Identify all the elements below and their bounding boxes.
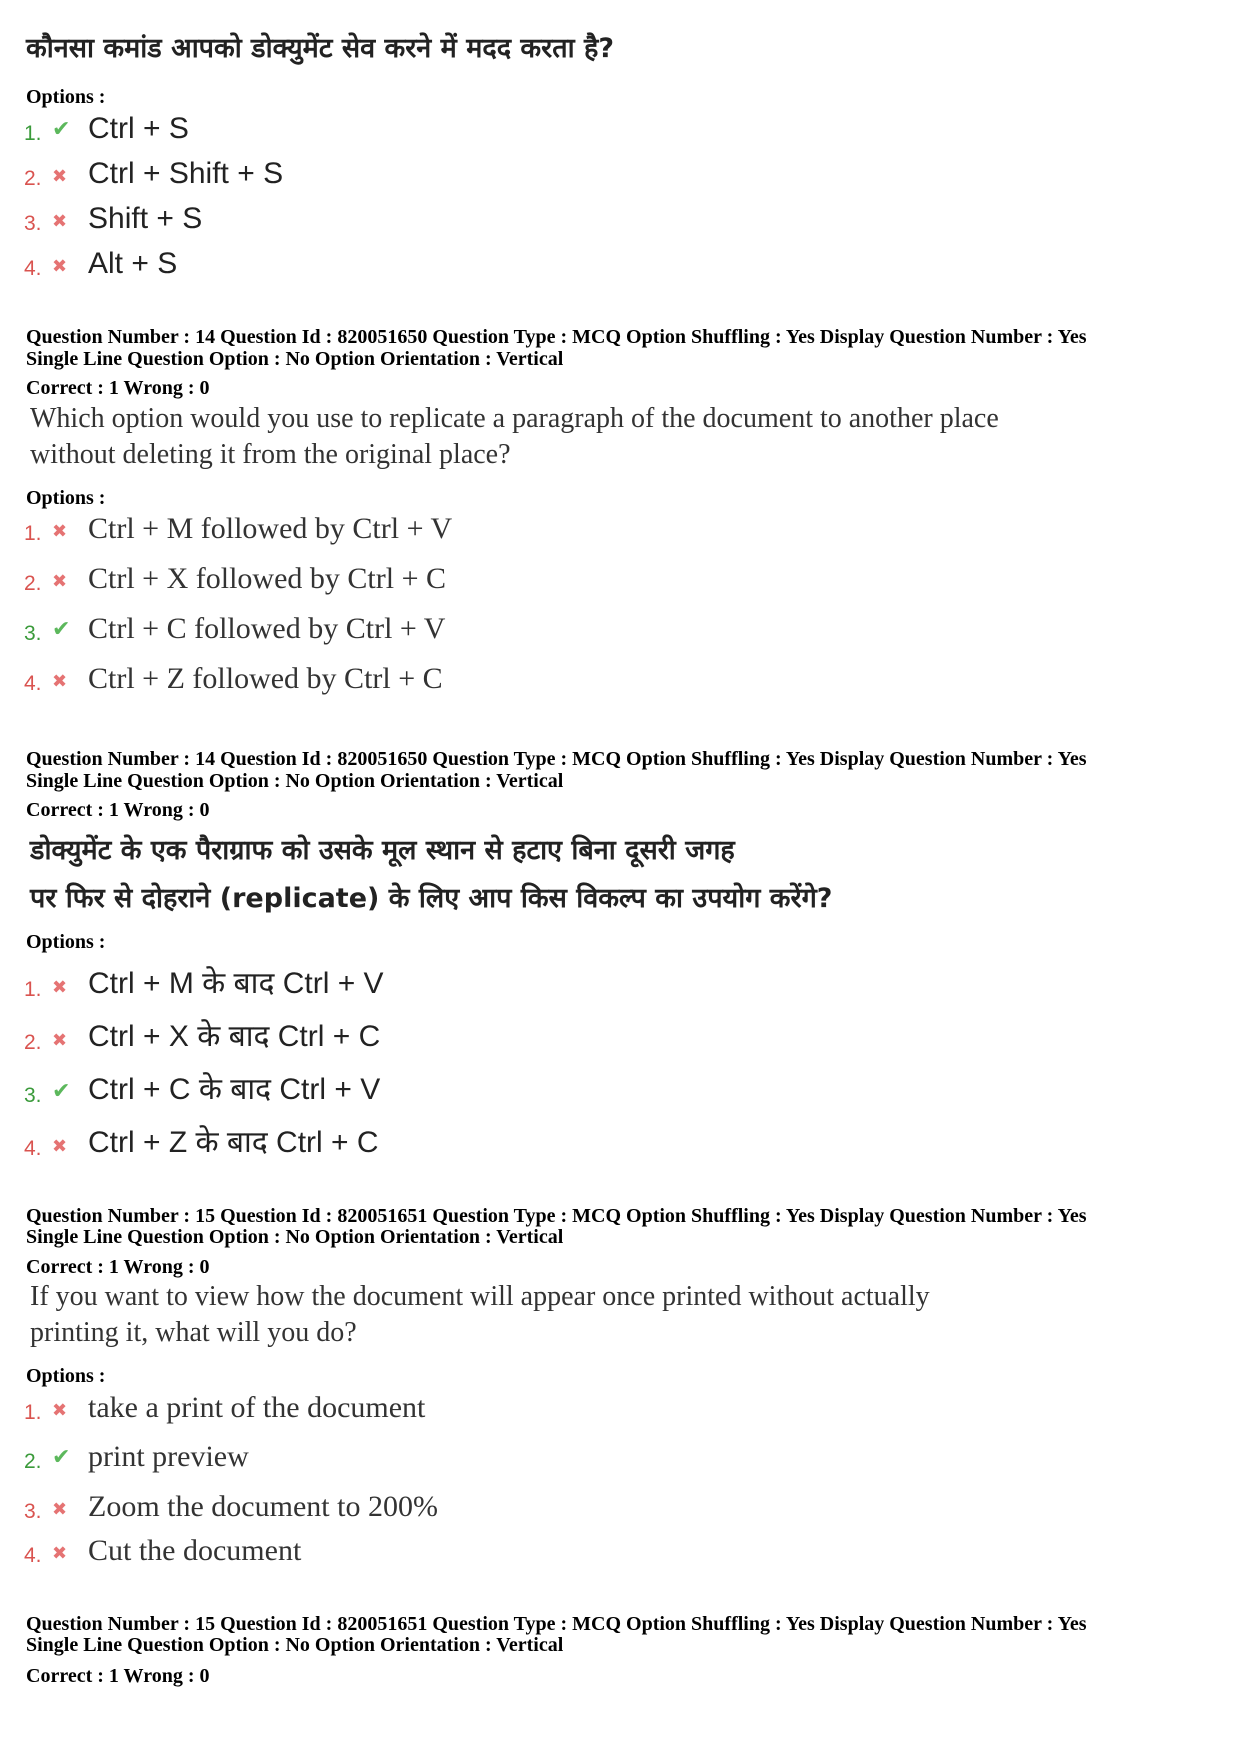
option-text: Ctrl + C के बाद Ctrl + V [88,1073,381,1106]
option-text: Ctrl + X के बाद Ctrl + C [88,1020,381,1053]
question-meta-2: Single Line Question Option : No Option Orientation : Vertical [26,770,564,792]
option-text: Ctrl + C followed by Ctrl + V [88,612,446,645]
options-label: Options : [26,931,106,953]
option-item [24,1120,379,1161]
option-item [24,1490,438,1524]
option-text: Ctrl + S [88,112,189,145]
option-item [24,662,443,696]
option-item [24,202,202,236]
options-label: Options : [26,86,106,108]
option-text: Ctrl + Z के बाद Ctrl + C [88,1126,379,1159]
cross-icon: ✖ [52,1543,68,1564]
option-item [24,247,177,281]
option-item [24,612,445,646]
question-text: कौनसा कमांड आपको डोक्युमेंट सेव करने में मदद करता है? [26,33,614,64]
option-number: 3. [24,1084,42,1107]
cross-icon: ✖ [52,671,68,692]
option-item [24,562,446,596]
options-label: Options : [26,487,106,509]
question-meta: Question Number : 15 Question Id : 820051651 Question Type : MCQ Option Shuffling : Yes Display Question Number : Yes [26,1205,1087,1227]
option-number: 3. [24,1500,42,1523]
option-number: 1. [24,122,42,145]
cross-icon: ✖ [52,256,68,277]
option-text: Alt + S [88,247,178,280]
cross-icon: ✖ [52,1400,68,1421]
options-label: Options : [26,1365,106,1387]
cross-icon: ✖ [52,1136,68,1157]
option-item [24,1440,249,1474]
question-meta-2: Single Line Question Option : No Option Orientation : Vertical [26,1634,564,1656]
check-icon: ✔ [52,1079,71,1104]
option-text: Ctrl + X followed by Ctrl + C [88,562,446,595]
option-text: Cut the document [88,1534,302,1567]
option-number: 4. [24,672,42,695]
option-item [24,961,384,1002]
option-number: 2. [24,1031,42,1054]
check-icon: ✔ [52,117,71,142]
option-item [24,1067,380,1108]
question-text-line-2: पर फिर से दोहराने (replicate) के लिए आप किस विकल्प का उपयोग करेंगे? [30,883,833,914]
option-item [24,1534,301,1568]
score-info: Correct : 1 Wrong : 0 [26,799,210,821]
question-text: डोक्युमेंट के एक पैराग्राफ को उसके मूल स्थान से हटाए बिना दूसरी जगह [30,835,735,866]
option-number: 4. [24,257,42,280]
question-text: If you want to view how the document will appear once printed without actually [30,1281,930,1312]
question-text-line-2: without deleting it from the original place? [30,439,511,470]
check-icon: ✔ [52,1445,71,1470]
option-text: Ctrl + Shift + S [88,157,284,190]
check-icon: ✔ [52,617,71,642]
question-meta: Question Number : 14 Question Id : 820051650 Question Type : MCQ Option Shuffling : Yes Display Question Number : Yes [26,326,1087,348]
option-number: 4. [24,1137,42,1160]
question-text-line-2: printing it, what will you do? [30,1317,357,1348]
cross-icon: ✖ [52,977,68,998]
question-meta-2: Single Line Question Option : No Option Orientation : Vertical [26,348,564,370]
cross-icon: ✖ [52,1499,68,1520]
question-meta-2: Single Line Question Option : No Option Orientation : Vertical [26,1226,564,1248]
cross-icon: ✖ [52,521,68,542]
option-number: 2. [24,1450,42,1473]
option-text: take a print of the document [88,1391,426,1424]
cross-icon: ✖ [52,211,68,232]
score-info: Correct : 1 Wrong : 0 [26,1665,210,1687]
question-meta: Question Number : 15 Question Id : 820051651 Question Type : MCQ Option Shuffling : Yes Display Question Number : Yes [26,1613,1087,1635]
option-item [24,1014,380,1055]
option-item [24,512,452,546]
option-text: Ctrl + M followed by Ctrl + V [88,512,453,545]
option-item [24,1391,425,1425]
option-number: 3. [24,622,42,645]
cross-icon: ✖ [52,571,68,592]
option-text: Ctrl + Z followed by Ctrl + C [88,662,443,695]
option-number: 1. [24,978,42,1001]
question-text: Which option would you use to replicate a paragraph of the document to another place [30,403,999,434]
option-number: 1. [24,1401,42,1424]
cross-icon: ✖ [52,166,68,187]
option-number: 3. [24,212,42,235]
option-text: Shift + S [88,202,203,235]
option-text: print preview [88,1440,249,1473]
option-item [24,112,189,146]
cross-icon: ✖ [52,1030,68,1051]
option-number: 1. [24,522,42,545]
option-number: 4. [24,1544,42,1567]
option-text: Ctrl + M के बाद Ctrl + V [88,967,384,1000]
option-text: Zoom the document to 200% [88,1490,438,1523]
option-item [24,157,283,191]
score-info: Correct : 1 Wrong : 0 [26,377,210,399]
option-number: 2. [24,167,42,190]
option-number: 2. [24,572,42,595]
score-info: Correct : 1 Wrong : 0 [26,1256,210,1278]
question-meta: Question Number : 14 Question Id : 820051650 Question Type : MCQ Option Shuffling : Yes Display Question Number : Yes [26,748,1087,770]
